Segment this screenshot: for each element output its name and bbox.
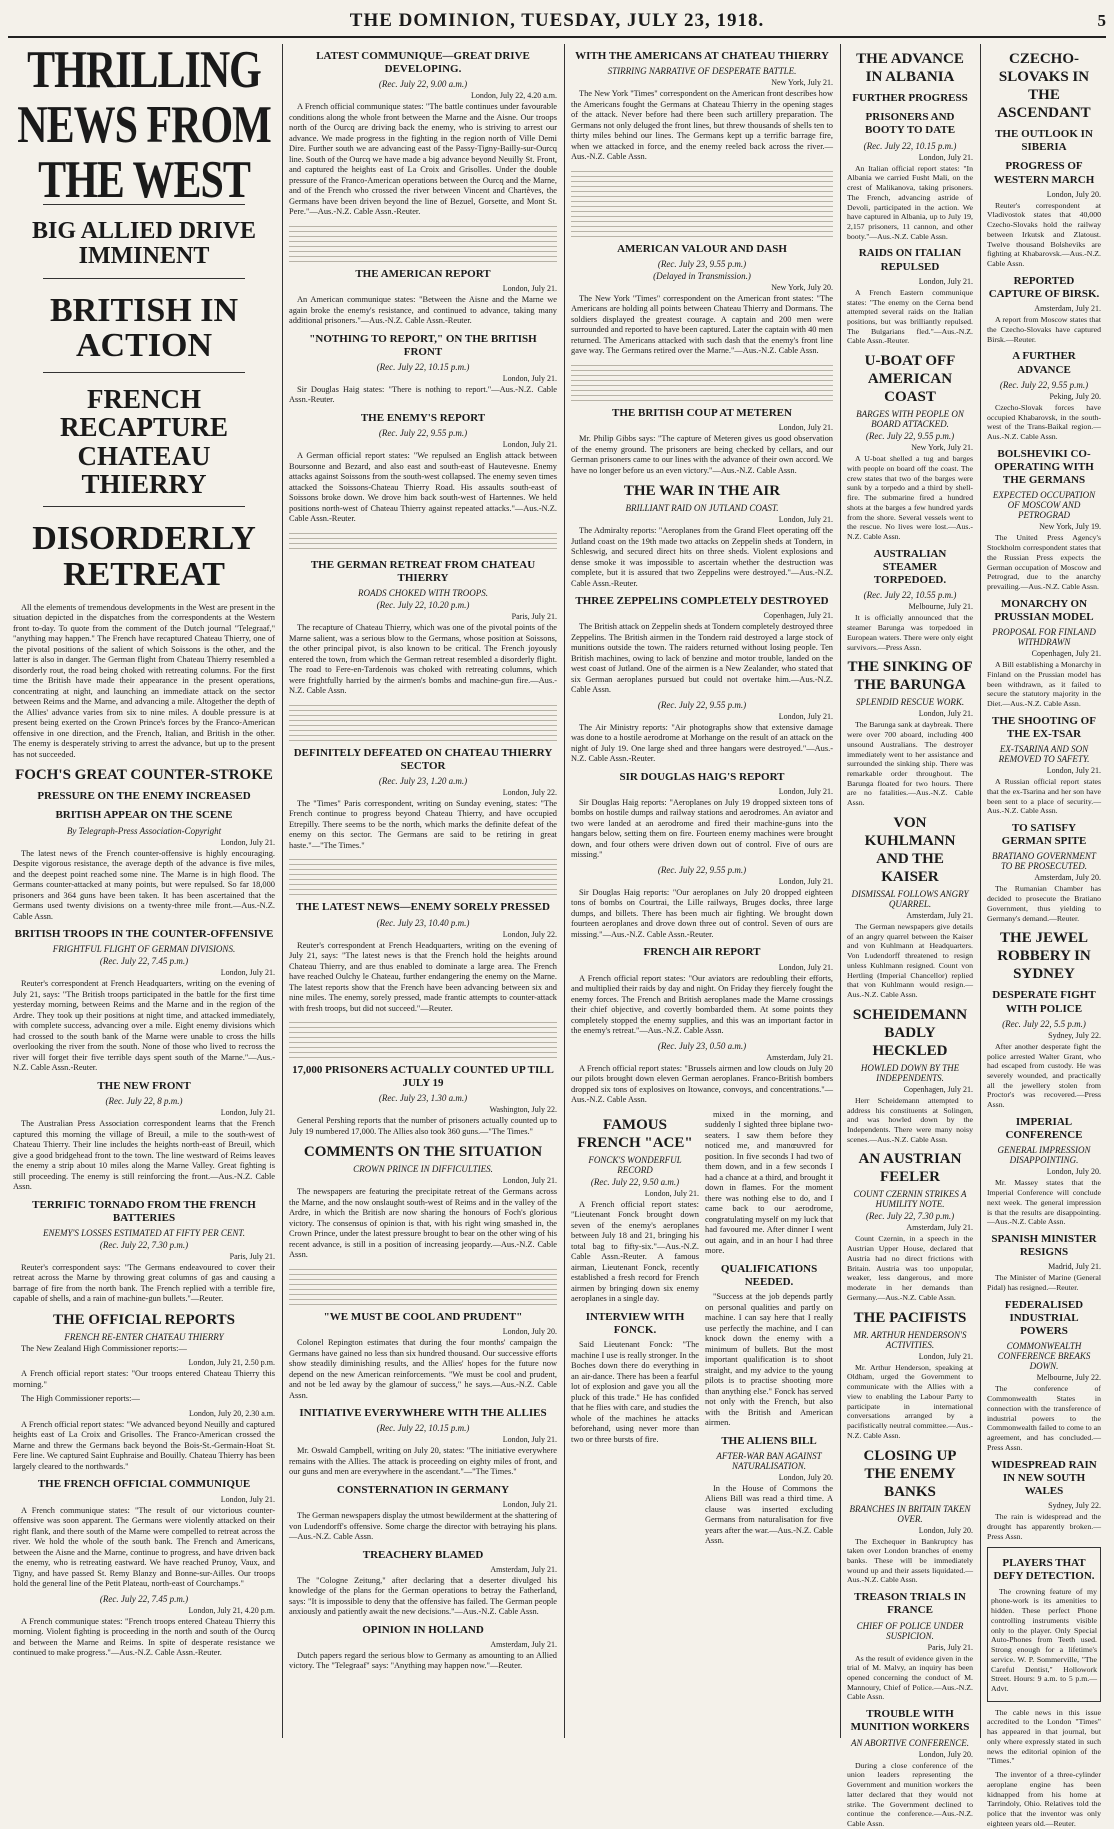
article-headline: THE SHOOTING OF THE EX-TSAR (992, 714, 1096, 740)
article-headline: FEDERALISED INDUSTRIAL POWERS (1004, 1298, 1084, 1338)
article-headline: TERRIFIC TORNADO FROM THE FRENCH BATTERIES (32, 1198, 256, 1224)
interview-subhead: INTERVIEW WITH FONCK. (585, 1310, 685, 1336)
divider (43, 372, 245, 373)
article-subhead: ROADS CHOKED WITH TROOPS. (358, 588, 488, 598)
article-body: The Rumanian Chamber has decided to prosecute the Bratiano Government, thus yielding to Germany's demand.—Reuter. (987, 884, 1101, 923)
article-body: The recapture of Chateau Thierry, which was one of the pivotal points of the Marne salient, was a serious blow to the Germans, whose position at Soissons, the other principal pivot, is also known to be critical. The French joyously entered the town, from which the German retreat resembled a disorderly flight. The road to Fere-en-Tardenois was choked with retreating columns, which were frightfully harried by the airmen's bombs and machine-gun fire.—Aus.-N.Z. Cable Assn. (289, 623, 557, 695)
article-body: The Australian Press Association correspondent learns that the French captured this morning the village of Breuil, a mile to the south-west of Chateau Thierry. Their line includes the heights north-east of Breuil, which give a good bridgehead front to the town. The line westward of Reims leaves the enemy a strip about 10 miles along the Marne Valley. Great fighting is still proceeding. The enemy is still reinforcing the front.—Aus.-N.Z. Cable Assn. (13, 1119, 275, 1192)
article-subhead: PROPOSAL FOR FINLAND WITHDRAWN (992, 627, 1096, 648)
article-headline: SPANISH MINISTER RESIGNS (991, 1232, 1097, 1259)
received-line: (Rec. July 23, 1.20 a.m.) (378, 775, 468, 786)
dateline: London, July 21. (918, 152, 973, 162)
column-4 (842, 44, 978, 1828)
article-body: Said Lieutenant Fonck: "The machine I use is really stronger. In the Boches down there do everything in an air-dance. There has been a fearful lot of explosion and gave you all the pluck of this trade." He has confided that he flies with care, and studies the whole of the machines he attacks beforehand, using never more than two or three bursts of fire. (571, 1340, 699, 1444)
received-line: (Rec. July 22, 8 p.m.) (105, 1096, 183, 1107)
article-body: Mr. Arthur Henderson, speaking at Oldham, urged the Government to communicate with the Allies with a view to enabling the Labour Party to participate in international conversations arranged by a pacifistically neutral committee.—Aus.-N.Z. Cable Assn. (847, 1362, 973, 1440)
article-headline: THE NEW FRONT (97, 1079, 191, 1092)
article-body: A French official communique states: "The battle continues under favourable conditions along the whole front between the Marne and the Aisne. Our troops north of the Ourcq are driving back the enemy, who is striving to arrest our advance. We made progress in the fighting in the region north of Ville Demi Dire. Further south we are advancing east of the Passy-Tigny-Bailly-sur-Ourcq line. South of the Ourcq we have made a big advance beyond Neuilly St. Front, and captured the heights east of La Croix and Grisolles. Under the double pressure of the Franco-American operations between the Ourcq and the Marne, and of the French who crossed the river between Vincent and Chartèves, the Germans have been driven beyond the line of Bezuel, Gorsette, and Mont St. Pere."—Aus.-N.Z. Cable Assn.-Reuter. (289, 102, 557, 217)
article-body: A French communique states: "French troops entered Chateau Thierry this morning. Violent fighting is proceeding in the north and south of the Ourcq and between the Marne and Reims. In spite of desperate resistance we continued to make progress."—Aus.-N.Z. Cable Assn.-Reuter. (13, 1616, 275, 1658)
article-body: After another desperate fight the police arrested Walter Grant, who had escaped from custody. He was severely wounded, and practically all the jewellery stolen from Proctor's was recovered.—Press Assn. (987, 1041, 1101, 1110)
article-body: A Bill establishing a Monarchy in Finland on the Prussian model has been withdrawn, as it failed to secure the statutory majority in the Diet.—Aus.-N.Z. Cable Assn. (987, 660, 1101, 709)
article-subhead: COMMONWEALTH CONFERENCE BREAKS DOWN. (997, 1341, 1091, 1372)
article-body: "Success at the job depends partly on personal qualities and partly on machine. I can say here that I really use perfectly the machine, and I can knock down the enemy with a minimum of bullets. But the most important qualification is to shoot straight, and my advice to the young pilots is to practise shooting more than anything else." Fonck has served not only with the French, but also with the British and American airmen. (705, 1292, 833, 1427)
article-body: A French Eastern communique states: "The enemy on the Cerna bend attempted several raids on the Italian positions, but was brilliantly repulsed. The Bulgarians fled."—Aus.-N.Z. Cable Assn.-Reuter. (847, 287, 973, 346)
article-headline: MONARCHY ON PRUSSIAN MODEL (994, 597, 1094, 623)
banner-subhead: BIG ALLIED DRIVE IMMINENT (31, 218, 257, 270)
banner-headline: THRILLING NEWS FROM THE WEST (17, 42, 271, 210)
article-headline: THE FRENCH OFFICIAL COMMUNIQUE (37, 1478, 251, 1491)
article-headline: 17,000 PRISONERS ACTUALLY COUNTED UP TILL JULY 19 (292, 1064, 554, 1090)
article-body: The conference of Commonwealth States in connection with the transference of industrial powers to the Commonwealth failed to come to an agreement, and has concluded.—Press Assn. (987, 1384, 1101, 1452)
article-headline: THE ADVANCE IN ALBANIA (856, 51, 964, 85)
article-headline: AUSTRALIAN STEAMER TORPEDOED. (873, 547, 947, 587)
article-body: A French communique states: "The result of our victorious counter-offensive was soon apparent. The Germans were violently attacked on their right flank, and there south of the Marne were compelled to retreat across the river. We hold the whole of the south bank. The French and Americans, between the Aisne and the Marne, continue to progress, and have driven back the enemy, who is retreating eastward. We have reached Prunoy, Vaux, and Tigny, and have passed St. Remy Blanzy and Bonne-sur-Ailles. Our troops hold the general line of the Petit Plateau, north-east of Courchamps." (13, 1505, 275, 1589)
article-headline: IMPERIAL CONFERENCE (1005, 1115, 1083, 1142)
article-headline: THE WAR IN THE AIR (623, 483, 781, 500)
dateline: London, July 21. (502, 1500, 557, 1509)
dateline: New York, July 21. (771, 78, 833, 88)
article-body: A German official report states: "We repulsed an English attack between Boursonne and Bezard, and also east and south-east of Hautevesne. Enemy attacks against Soissons from the south-west collapsed. The enemy seven times attacked the Soissons-Chateau Thierry Road. His assaults south-east of Soissons broke down. We drove him back south-west of Hartennes. We held positions north-west of Chateau Thierry against repeated attacks."—Aus.-N.Z. Cable Assn.-Reuter. (289, 451, 557, 524)
article-headline: THE PACIFISTS (853, 1309, 967, 1326)
article-headline: THE ENEMY'S REPORT (360, 411, 486, 424)
lead-paragraph: All the elements of tremendous developments in the West are present in the situation depicted in the dispatches from the correspondents at the Western front to-day. To quote from the comment of the Dutch journal "Telegraaf," "anything may happen." The French have recaptured Chateau Thierry, one of the pivotal positions of the salient of which Soissons is the other, and the latter is also in danger. The German flight from Chateau Thierry resembled a disorderly rout, the road being choked with retreating columns. For the first time the British have made their appearance in the present operations, concentrating at night, and launching an immediate attack on the sector between Reims and the Marne, and advancing a mile. Altogether the depth of the Allies' advance varies from six to nine miles. A double pressure is at present being exerted on the Crown Prince's forces by the Franco-American offensive in one direction, and the French, Italian, and British in the other. The enemy is desperately striving to arrest the advance, but up to the present has not succeeded. (13, 602, 275, 759)
banner-subhead: BRITISH IN ACTION (49, 291, 238, 365)
dateline: Amsterdam, July 21. (490, 1564, 557, 1574)
article-subhead: FRIGHTFUL FLIGHT OF GERMAN DIVISIONS. (52, 944, 236, 955)
dateline: Copenhagen, July 21. (903, 1084, 973, 1094)
article-headline: THE BRITISH COUP AT METEREN (612, 406, 792, 419)
received-line: (Rec. July 22, 9.55 p.m.) (657, 864, 747, 875)
dateline: Madrid, July 21. (1048, 1262, 1101, 1272)
dateline: Amsterdam, July 21. (906, 910, 973, 920)
article-subhead: AFTER-WAR BAN AGAINST NATURALISATION. (716, 1450, 822, 1471)
dateline: London, July 21. (1046, 766, 1101, 776)
article-body: The rain is widespread and the drought has apparently broken.—Press Assn. (987, 1512, 1101, 1541)
dateline: New York, July 20. (771, 282, 833, 292)
article-body: General Pershing reports that the number of prisoners actually counted up to July 19 numbered 17,000. The Allies also took 360 guns.—"The Times." (289, 1116, 557, 1136)
masthead (8, 6, 1106, 38)
article-subhead: PROGRESS OF WESTERN MARCH (993, 160, 1095, 186)
article-body: As the result of evidence given in the trial of M. Malvy, an inquiry has been opened concerning the conduct of M. Mannoury, Chief of Police.—Aus.-N.Z. Cable Assn. (847, 1653, 973, 1702)
article-body: A French official report states: "Our troops entered Chateau Thierry this morning." (13, 1369, 275, 1389)
column-rule (282, 44, 283, 1738)
article-headline: TROUBLE WITH MUNITION WORKERS (850, 1708, 970, 1734)
dateline: London, July 20. (502, 1327, 557, 1337)
dateline: London, July 21. (918, 276, 973, 286)
received-line: (Rec. July 22, 10.55 p.m.) (863, 590, 957, 601)
dateline: New York, July 21. (911, 443, 973, 453)
article-body: The United Press Agency's Stockholm correspondent states that the Russian Press expects the German occupation of Moscow and Petrograd, due to the anarchy prevailing.—Aus.-N.Z. Cable Assn. (987, 533, 1101, 592)
article-headline: FOCH'S GREAT COUNTER-STROKE (15, 767, 273, 784)
credit-line: By Telegraph-Press Association-Copyright (66, 825, 222, 836)
dateline: London, July 22. (502, 929, 557, 939)
dateline: London, July 21. (502, 440, 557, 450)
article-headline: SCHEIDEMANN BADLY HECKLED (852, 1006, 968, 1059)
article-subhead: BRITISH APPEAR ON THE SCENE (55, 809, 233, 822)
column-rule (564, 44, 565, 1738)
dateline: Paris, July 21. (511, 612, 557, 621)
article-subhead: EX-TSARINA AND SON REMOVED TO SAFETY. (998, 744, 1090, 765)
article-headline: FRENCH AIR REPORT (643, 946, 761, 959)
article-body: The German newspapers give details of an angry quarrel between the Kaiser and von Kuhlmann at Headquarters. Von Ludendorff threatened to resign unless Kuhlmann resigned. Count von Hertling (Imperial Chancellor) replied that von Kuhlmann would resign.—Aus.-N.Z. Cable Assn. (847, 921, 973, 1000)
article-body: The New York "Times" correspondent on the American front states: "The Americans are holding all points between Chateau Thierry and Dormans. The soldiers displayed the greatest courage. A captain and 200 men were surrounded and reported to have been captured. Later the captain with 40 men returned. The Americans attacked with such dash that the enemy's front line gave way. The Germans retired over the Marne."—Aus.-N.Z. Cable Assn. (571, 293, 833, 356)
article-subhead: THE OUTLOOK IN SIBERIA (995, 128, 1093, 154)
article-body: Reuter's correspondent at French Headquarters, writing on the evening of July 21, says: "The latest news is that the French hold the heights around Chateau Thierry, and are thus enabled to dominate a large area. The French have reached Oulchy le Chateau, further endangering the enemy on the Marne. The latest reports show that the French have been advancing between six and nine miles. The enemy, sorely pressed, made frantic attempts to counter-attack with fresh troops, but did not succeed."—Reuter. (289, 940, 557, 1013)
article-body: The newspapers are featuring the precipitate retreat of the Germans across the Marne, and the now onslaught south-west of Reims and in the valley of the Ardre, in which the British are now sharing the honours of Foch's glorious victory. The consensus of opinion is that, with his right wing smashed in, the Crown Prince, under the latest pressure brought to bear on the other wing of his recent advance, is still in a position of increasing jeopardy.—Aus.-N.Z. Cable Assn. (289, 1187, 557, 1260)
article-body: Reuter's correspondent at Vladivostok states that 40,000 Czecho-Slovaks hold the railway between Irkutsk and Zlatoust. Twelve thousand Bolsheviks are fighting at Khabarovsk.—Aus.-N.Z. Cable Assn. (987, 200, 1101, 269)
article-subhead: BRILLIANT RAID ON JUTLAND COAST. (625, 503, 779, 514)
text-filler (571, 167, 833, 237)
article-headline: THE LATEST NEWS—ENEMY SORELY PRESSED (296, 901, 550, 914)
article-subhead: AN ABORTIVE CONFERENCE. (850, 1737, 970, 1748)
article-subhead: BARGES WITH PEOPLE ON BOARD ATTACKED. (856, 409, 964, 430)
dateline: London, July 21. (220, 968, 275, 978)
article-headline: BRITISH TROOPS IN THE COUNTER-OFFENSIVE (14, 928, 274, 941)
article-body: Mr. Massey states that the Imperial Conference will conclude next week. The general impression is that the results are disappointing.—Aus.-N.Z. Cable Assn. (987, 1178, 1101, 1227)
article-subhead: MR. ARTHUR HENDERSON'S ACTIVITIES. (853, 1329, 967, 1350)
dateline: London, July 21. (918, 1351, 973, 1361)
dateline: London, July 21. (644, 1188, 699, 1198)
received-line: (Rec. July 23, 9.55 p.m.) (657, 258, 747, 269)
article-body: The latest news of the French counter-offensive is highly encouraging. Despite vigorous resistance, the average depth of the advance is five miles, and the deepest point reached some nine. The Marne is in high flood. The Germans counter-attacked at many points, but were repulsed. So far 18,000 prisoners and 364 guns have been taken. It has been ascertained that the Germans used twenty divisions on a twenty-three mile front.—Aus.-N.Z. Cable Assn. (13, 848, 275, 921)
article-headline: U-BOAT OFF AMERICAN COAST (864, 353, 956, 406)
article-headline: "NOTHING TO REPORT," ON THE BRITISH FRONT (309, 332, 537, 358)
advertisement (987, 1547, 1101, 1701)
column-2 (284, 44, 562, 1738)
page-number: 5 (1097, 11, 1106, 30)
text-filler (289, 222, 557, 262)
dateline: London, July 20, 2.30 a.m. (189, 1408, 275, 1418)
text-filler (289, 1018, 557, 1058)
dateline: Peking, July 20. (1049, 391, 1101, 401)
article-body: Sir Douglas Haig states: "There is nothing to report."—Aus.-N.Z. Cable Assn.-Reuter. (289, 384, 557, 405)
article-headline: AMERICAN VALOUR AND DASH (617, 242, 787, 255)
article-body: Mr. Oswald Campbell, writing on July 20, states: "The initiative everywhere remains with the Allies. The attack is proceeding on eighty miles of front, and our guns and men are everywhere in the ascendant."—"The Times." (289, 1446, 557, 1477)
article-body: During a close conference of the union leaders representing the Government and munition workers the latter declared that they would not strike. The Government declined to continue the conference.—Aus.-N.Z. Cable Assn. (847, 1760, 973, 1828)
dateline: Washington, July 22. (489, 1105, 557, 1115)
article-headline: A FURTHER ADVANCE (1012, 350, 1076, 376)
dateline: London, July 21, 4.20 p.m. (188, 1605, 275, 1615)
article-body: Reuter's correspondent at French Headquarters, writing on the evening of July 21, says: "The British troops participated in the battle for the first time yesterday morning, between Reims and the Marne and in the region of the Ardre. They took up their positions at night time, and attacked immediately, with complete success, advancing over a mile. Eight enemy divisions which had crossed to the south bank of the Marne were unable to cross the hills overlooking the river from the south. None of those who lived to recross the river will forget their five terrible days spent south of the Marne."—Aus.-N.Z. Cable Assn.-Reuter. (13, 979, 275, 1073)
ad-headline: PLAYERS THAT DEFY DETECTION. (993, 1557, 1095, 1583)
dateline: London, July 21. (778, 711, 833, 721)
dateline: London, July 21. (502, 1176, 557, 1186)
received-line: (Rec. July 22, 7.30 p.m.) (865, 1211, 955, 1222)
article-body: The Exchequer in Bankruptcy has taken over London branches of enemy banks. These will be immediately wound up and their assets liquidated.—Aus.-N.Z. Cable Assn. (847, 1536, 973, 1585)
received-line: (Rec. July 22, 9.55 p.m.) (378, 428, 468, 439)
article-headline: THE OFFICIAL REPORTS (52, 1311, 235, 1328)
article-subhead: ENEMY'S LOSSES ESTIMATED AT FIFTY PER CENT. (42, 1227, 246, 1238)
dateline: Copenhagen, July 21. (763, 611, 833, 621)
article-headline: TREASON TRIALS IN FRANCE (854, 1591, 966, 1617)
divider (43, 278, 245, 279)
article-headline: TREACHERY BLAMED (362, 1548, 484, 1561)
received-line: (Rec. July 22, 9.55 p.m.) (999, 379, 1089, 390)
article-headline: OPINION IN HOLLAND (362, 1623, 484, 1636)
article-body: mixed in the morning, and suddenly I sighted three biplane two-seaters. I saw them before they noticed me, and manœuvred for position. In five seconds I had two of them down, and in a few seconds I had a chance at a third, and brought it down in flames. For the moment there was nothing else to do, and I came back to our aerodrome, congratulating myself on my luck that had favoured me. After dinner I went out again, and in an hour I had three more. (705, 1109, 833, 1256)
fonck-right (705, 1110, 833, 1551)
article-body: A French official report states: "Lieutenant Fonck brought down seven of the enemy's aeroplanes between July 18 and 21, bringing his total bag to fifty-six."—Aus.-N.Z. Cable Assn.-Reuter. A famous airman, Lieutenant Fonck, recently established a fresh record for French airmen by bringing down six enemy aeroplanes in a single day. (571, 1199, 699, 1304)
article-headline: THE JEWEL ROBBERY IN SYDNEY (997, 930, 1091, 983)
received-line: (Rec. July 22, 7.45 p.m.) (99, 956, 189, 967)
received-line: (Rec. July 23, 1.30 a.m.) (378, 1093, 468, 1104)
article-headline: REPORTED CAPTURE OF BIRSK. (988, 274, 1100, 301)
article-body: Dutch papers regard the serious blow to Germany as amounting to an Allied victory. The "Telegraaf" says: "Anything may happen now."—Reuter. (289, 1650, 557, 1671)
column-1 (8, 44, 280, 1738)
column-3 (566, 44, 838, 1738)
article-body: A U-boat shelled a tug and barges with people on board off the coast. The crew states that two of the barges were sunk by a torpedo and a third by shell-fire. The submarine fired a hundred shots at the barges a few hundred yards from the shore. Several vessels went to the rescue. No lives were lost.—Aus.-N.Z. Cable Assn. (847, 454, 973, 542)
article-body: A French official report states: "We advanced beyond Neuilly and captured heights east of La Croix and Grisolles. The Franco-American crossed the Marne and threw the Germans back beyond the Bois-St.-Germain-Hoat St. Fere line. We captured Saint Euphraise and Bouilly. Chateau Thierry has been largely cleared to the northwards." (13, 1419, 275, 1471)
article-subhead: FRENCH RE-ENTER CHATEAU THIERRY (64, 1331, 224, 1342)
article-body: An Italian official report states: "In Albania we carried Fusht Mali, on the crest of Malikanova, taking prisoners. The French, advancing astride of Devoli, participated in the action. We have captured in Albania, up to July 19, 2,157 prisoners, 11 cannon, and other booty."—Aus.-N.Z. Cable Assn. (847, 163, 973, 241)
article-body: Sir Douglas Haig reports: "Aeroplanes on July 19 dropped sixteen tons of bombs on hostile dumps and railway stations and aerodromes. An aviator and two were landed at an aerodrome and fired their machine-guns into the hangars below, setting them on fire. Fourteen enemy machines were brought down, and four others were driven down out of control. Five of ours are missing." (571, 797, 833, 860)
article-subhead: EXPECTED OCCUPATION OF MOSCOW AND PETROGRAD (992, 490, 1096, 521)
article-subhead: CHIEF OF POLICE UNDER SUSPICION. (856, 1620, 964, 1641)
dateline: Paris, July 21. (229, 1251, 275, 1261)
article-subhead: PRESSURE ON THE ENEMY INCREASED (37, 790, 251, 803)
article-headline: SIR DOUGLAS HAIG'S REPORT (619, 770, 785, 783)
received-line: (Rec. July 22, 10.15 p.m.) (376, 1423, 470, 1434)
article-headline: FAMOUS FRENCH "ACE" (577, 1116, 693, 1151)
dateline: London, July 21. (778, 876, 833, 886)
article-body: Count Czernin, in a speech in the Austrian Upper House, declared that Austria had no direct frictions with Britain. Austria was too unpopular, weaker, less dangerous, and more moderate in her demands than Germany.—Aus.-N.Z. Cable Assn. (847, 1234, 973, 1302)
article-subhead: SPLENDID RESCUE WORK. (855, 697, 965, 708)
article-body: The German newspapers display the utmost bewilderment at the shattering of von Ludendorff's offensive. Some charge the director with betraying his plans.—Aus.-N.Z. Cable Assn. (289, 1511, 557, 1541)
article-headline: CONSTERNATION IN GERMANY (336, 1483, 510, 1496)
article-subhead: FURTHER PROGRESS (852, 92, 968, 104)
article-subhead: TO SATISFY GERMAN SPITE (1001, 822, 1087, 848)
received-line: (Rec. July 22, 9.55 p.m.) (657, 699, 747, 710)
text-filler (289, 1265, 557, 1305)
received-line: (Delayed in Transmission.) (653, 270, 751, 281)
article-body: The "Cologne Zeitung," after declaring that a deserter divulged his knowledge of the plans for the German operations to betray the Fatherland, says: "It is impossible to deny that the offensive has failed. The German people anxiously and patiently await the new decisions."—Aus.-N.Z. Cable Assn. (289, 1575, 557, 1617)
dateline: Amsterdam, July 21. (490, 1639, 557, 1649)
dateline: London, July 20. (918, 1749, 973, 1759)
article-subhead: GENERAL IMPRESSION DISAPPOINTING. (997, 1145, 1091, 1166)
received-line: (Rec. July 22, 5.5 p.m.) (1002, 1018, 1086, 1029)
article-headline: CLOSING UP THE ENEMY BANKS (863, 1447, 957, 1500)
article-headline: THE AMERICAN REPORT (355, 267, 491, 280)
article-body: An American communique states: "Between the Aisne and the Marne we again broke the enemy's resistance, and continued to advance, taking many additional prisoners."—Aus.-N.Z. Cable Assn.-Reuter. (289, 295, 557, 326)
dateline: London, July 22, 4.20 a.m. (471, 91, 557, 101)
dateline: New York, July 19. (1039, 522, 1101, 532)
dateline: London, July 21. (778, 786, 833, 796)
article-headline: RAIDS ON ITALIAN REPULSED (858, 247, 962, 273)
article-headline: VON KUHLMANN AND THE KAISER (864, 814, 956, 885)
dateline: London, July 21. (502, 1435, 557, 1445)
article-note: The High Commissioner reports:— (21, 1394, 140, 1404)
article-headline: BOLSHEVIKI CO-OPERATING WITH THE GERMANS (994, 447, 1094, 487)
article-headline: WITH THE AMERICANS AT CHATEAU THIERRY (575, 50, 829, 62)
dateline: Sydney, July 22. (1048, 1501, 1101, 1511)
article-note: The New Zealand High Commissioner reports:— (21, 1343, 187, 1353)
article-body: A Russian official report states that the ex-Tsarina and her son have been sent to a place of security.—Aus.-N.Z. Cable Assn. (987, 777, 1101, 816)
article-subhead: DESPERATE FIGHT WITH POLICE (992, 989, 1096, 1015)
column-rule (980, 44, 981, 1738)
article-subhead: BRATIANO GOVERNMENT TO BE PROSECUTED. (992, 851, 1096, 872)
article-body: A report from Moscow states that the Czecho-Slovaks have captured Birsk.—Reuter. (987, 315, 1101, 344)
dateline: London, July 20. (1046, 1167, 1101, 1177)
article-headline: AN AUSTRIAN FEELER (858, 1151, 962, 1186)
article-body: A French official report states: "Our aviators are redoubling their efforts, and multiplied their raids by day and night. On Friday they fiercely fought the enemy forces. The French and British aeroplanes made the Marne crossings their chief objective, and covertly bombarded them. At some points they completely stopped the enemy supplies, and this was an important factor in the enemy's retreat."—Aus.-N.Z. Cable Assn. (571, 973, 833, 1036)
fonck-feature (571, 1110, 833, 1551)
fonck-left (571, 1110, 699, 1551)
article-body: Reuter's correspondent says: "The Germans endeavoured to cover their retreat across the Marne by throwing great columns of gas and causing a barrage of fire from the north bank. The French replied with a terrible fire, capable of shells, and a rain of machine-gun bullets."—Reuter. (13, 1262, 275, 1304)
article-body: Sir Douglas Haig reports: "Our aeroplanes on July 20 dropped eighteen tons of bombs on Courtrai, the Lille railways, Bruges docks, three large dumps, and billets. There has been much air fighting. We brought down fourteen aeroplanes and drove down three out of control. Seven of ours are missing."—Aus.-N.Z. Cable Assn.-Reuter. (571, 887, 833, 939)
article-headline: THREE ZEPPELINS COMPLETELY DESTROYED (575, 595, 829, 608)
article-headline: DEFINITELY DEFEATED ON CHATEAU THIERRY SECTOR (293, 746, 553, 772)
dateline: Melbourne, July 22. (1036, 1373, 1101, 1383)
article-headline: "WE MUST BE COOL AND PRUDENT" (323, 1310, 523, 1323)
banner-subhead: FRENCH RECAPTURE CHATEAU THIERRY (59, 384, 228, 500)
text-filler (289, 701, 557, 741)
article-subhead: CROWN PRINCE IN DIFFICULTIES. (353, 1164, 493, 1175)
article-subhead: HOWLED DOWN BY THE INDEPENDENTS. (860, 1062, 960, 1083)
article-headline: COMMENTS ON THE SITUATION (303, 1144, 543, 1161)
dateline: London, July 21. (220, 837, 275, 847)
article-headline: INITIATIVE EVERYWHERE WITH THE ALLIES (299, 1407, 547, 1420)
dateline: London, July 20. (1046, 189, 1101, 199)
received-line: (Rec. July 23, 0.50 a.m.) (657, 1040, 747, 1051)
article-body: The New York "Times" correspondent on the American front describes how the Americans fought the Germans at Chateau Thierry in the opening stages of the attack. Never before had there been such artillery preparation. The Germans not only deluged the front lines, but threw thousands of shells ten to thirty miles behind our lines. The Germans kept up a terrific barrage fire, when we attacked in force, and the enemy reeled back across the river.—Aus.-N.Z. Cable Assn. (571, 89, 833, 162)
dateline: London, July 21, 2.50 p.m. (188, 1358, 275, 1368)
article-headline: WIDESPREAD RAIN IN NEW SOUTH WALES (991, 1458, 1097, 1497)
editorial-note: The cable news in this issue accredited to the London "Times" has appeared in that journal, but only where expressly stated in such news the editorial opinion of the "Times." (987, 1707, 1101, 1766)
article-subhead: COUNT CZERNIN STRIKES A HUMILITY NOTE. (853, 1189, 967, 1210)
article-body: The "Times" Paris correspondent, writing on Sunday evening, states: "The French continue to progress beyond Chateau Thierry, and have occupied Etrepilly. There seems to be the north, which marks the definite defeat of the enemy on this sector. The Germans are said to be retiring in great haste."—"The Times." (289, 798, 557, 850)
dateline: Amsterdam, July 21. (1034, 304, 1101, 314)
article-body: The Admiralty reports: "Aeroplanes from the Grand Fleet operating off the Jutland coast on the 19th made two attacks on Zeppelin sheds at Tondern, in Schleswig, and secured direct hits on three sheds. Violent explosions and dense smoke it was impossible to ascertain whether the destruction was complete, but it is assured that two Zeppelins were destroyed."—Aus.-N.Z. Cable Assn.-Reuter. (571, 526, 833, 588)
dateline: Amsterdam, July 20. (1034, 873, 1101, 883)
dateline: London, July 21. (918, 709, 973, 719)
dateline: Melbourne, July 21. (908, 602, 973, 612)
article-body: The British attack on Zeppelin sheds at Tondern completely destroyed three Zeppelins. The British airmen in the Tondern raid destroyed a large stock of munitions outside the town. The raiders returned without losing people. Ten British machines, owing to lack of benzine and motor trouble, landed on the west coast of Jutland. One of the airmen is a New Zealander, who stated that six German aeroplanes pursued but could not overtake him.—Aus.-N.Z. Cable Assn. (571, 622, 833, 695)
banner-subhead: DISORDERLY RETREAT (32, 520, 256, 594)
dateline: London, July 21. (778, 423, 833, 433)
article-body: The Air Ministry reports: "Air photographs show that extensive damage was done to a hostile aerodrome at Morhange on the result of an attack on the night of July 19. One large shed and three hangars were destroyed."—Aus.-N.Z. Cable Assn.-Reuter. (571, 722, 833, 764)
text-filler (289, 855, 557, 895)
dateline: London, July 20. (918, 1525, 973, 1535)
dateline: Sydney, July 22. (1048, 1030, 1101, 1040)
article-subhead: DISMISSAL FOLLOWS ANGRY QUARREL. (851, 888, 969, 909)
interview-subhead: QUALIFICATIONS NEEDED. (720, 1262, 818, 1288)
article-body: A French official report states: "Brussels airmen and low clouds on July 20 our pilots brought down eleven German aeroplanes. Franco-British bombers dropped six tons of explosives on Itowance, convoys, and concentrations."—Aus.-N.Z. Cable Assn. (571, 1063, 833, 1105)
article-body: It is officially announced that the steamer Barunga was torpedoed in European waters. There were only eight survivors.—Press Assn. (847, 613, 973, 652)
received-line: (Rec. July 22, 10.20 p.m.) (376, 600, 470, 610)
dateline: London, July 21. (220, 1108, 275, 1118)
dateline: Amsterdam, July 21. (766, 1052, 833, 1062)
column-rule (840, 44, 841, 1738)
column-5 (982, 44, 1106, 1828)
article-subhead: PRISONERS AND BOOTY TO DATE (864, 111, 956, 137)
dateline: London, July 20. (778, 1472, 833, 1482)
divider (43, 506, 245, 507)
dateline: London, July 21. (502, 284, 557, 294)
article-body: The inventor of a three-cylinder aeroplane engine has been kidnapped from his home at Tarrindoly, Ohio. Relatives told the police that the inventor was only eighteen years old.—Reuter. (987, 1770, 1101, 1828)
dateline: London, July 21. (502, 373, 557, 383)
article-body: Czecho-Slovak forces have occupied Khabarovsk, in the south-west of the Trans-Baikal region.—Aus.-N.Z. Cable Assn. (987, 402, 1101, 442)
text-filler (289, 529, 557, 553)
text-filler (571, 361, 833, 401)
received-line: (Rec. July 23, 10.40 p.m.) (376, 917, 470, 928)
article-body: Mr. Philip Gibbs says: "The capture of Meteren gives us good observation of the enemy ground. The prisoners are being checked by cellars, and our German prisoners came to our lines with the advance of their own accord. We have no longer before us an even victory."—Aus.-N.Z. Cable Assn. (571, 434, 833, 475)
dateline: London, July 21. (778, 515, 833, 525)
dateline: London, July 21. (220, 1494, 275, 1504)
dateline: Paris, July 21. (927, 1642, 973, 1652)
received-line: (Rec. July 22, 9.55 p.m.) (865, 431, 955, 442)
article-headline: THE GERMAN RETREAT FROM CHATEAU THIERRY (310, 558, 536, 584)
received-line: (Rec. July 22, 10.15 p.m.) (376, 361, 470, 372)
article-body: In the House of Commons the Aliens Bill was read a third time. A clause was inserted excluding Germans from naturalisation for five years after the war.—Aus.-N.Z. Cable Assn. (705, 1483, 833, 1546)
article-subhead: FONCK'S WONDERFUL RECORD (588, 1154, 682, 1175)
article-subhead: STIRRING NARRATIVE OF DESPERATE BATTLE. (607, 66, 797, 77)
received-line: (Rec. July 22, 10.15 p.m.) (863, 140, 957, 151)
article-headline: THE ALIENS BILL (721, 1434, 817, 1447)
dateline: Amsterdam, July 21. (906, 1223, 973, 1233)
dateline: Copenhagen, July 21. (1031, 649, 1101, 659)
article-body: The Minister of Marine (General Pidal) has resigned.—Reuter. (987, 1273, 1101, 1293)
received-line: (Rec. July 22, 7.45 p.m.) (99, 1593, 189, 1604)
ad-body: The crowning feature of my phone-work is its amenities to hidden. These perfect Phone controlling instruments visible only to the player. Only Special Auto-Phones from Teeth used. Strong enough for a lifetime's service. W. P. Sommerville, "The Careful Dentist," Hollowork Street. Hours: 9 a.m. to 5 p.m.—Advt. (991, 1586, 1097, 1694)
received-line: (Rec. July 22, 9.00 a.m.) (378, 79, 468, 90)
dateline: London, July 22. (502, 787, 557, 797)
article-subhead: BRANCHES IN BRITAIN TAKEN OVER. (849, 1503, 971, 1524)
article-body: The Barunga sank at daybreak. There were over 700 aboard, including 400 unsound Australians. The destroyer immediately went to her assistance and surrounded the sinking ship. There was remarkable order throughout. The Barunga floated for two hours. There are no fatalities.—Aus.-N.Z. Cable Assn. (847, 720, 973, 808)
dateline: London, July 21. (778, 962, 833, 972)
article-headline: LATEST COMMUNIQUE—GREAT DRIVE DEVELOPING. (316, 50, 530, 76)
article-headline: CZECHO-SLOVAKS IN THE ASCENDANT (997, 51, 1091, 121)
article-body: Colonel Repington estimates that during the four months' campaign the Germans have gained no less than six hundred thousand. Our successive efforts show steadily diminishing results, and the Allies' hopes for the future now depend on the new American reinforcements. "We must be cool and prudent, and not be led away by the glamour of success," he says.—Aus.-N.Z. Cable Assn. (289, 1338, 557, 1400)
received-line: (Rec. July 22, 7.30 p.m.) (99, 1239, 189, 1250)
article-body: Herr Scheidemann attempted to address his constituents at Solingen, and was howled down by the Independents. There were many noisy scenes.—Aus.-N.Z. Cable Assn. (847, 1095, 973, 1144)
received-line: (Rec. July 22, 9.50 a.m.) (590, 1176, 680, 1187)
newspaper-title: THE DOMINION, TUESDAY, JULY 23, 1918. (349, 10, 765, 31)
article-headline: THE SINKING OF THE BARUNGA (847, 659, 973, 694)
